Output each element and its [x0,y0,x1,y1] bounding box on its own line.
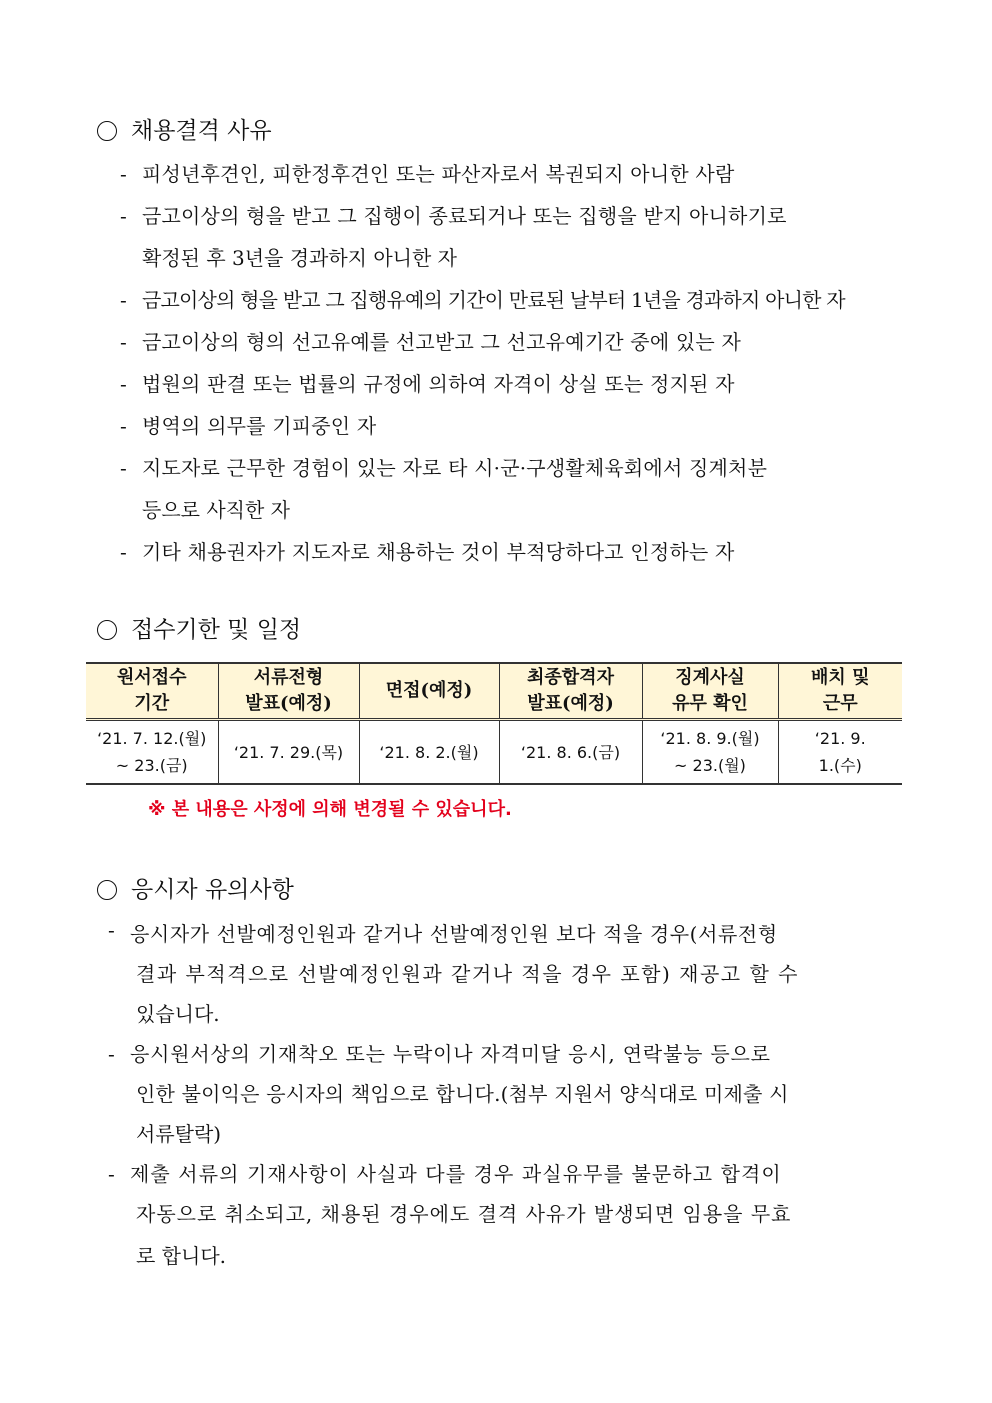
list-item: - 피성년후견인, 피한정후견인 또는 파산자로서 복권되지 아니한 사람 [120,162,735,186]
table-cell: ‘21. 8. 2.(월) [359,720,499,785]
section-title: 채용결격 사유 [131,118,272,144]
list-item-continuation: 인한 불이익은 응시자의 책임으로 합니다.(첨부 지원서 양식대로 미제출 시 [136,1082,789,1106]
circle-bullet-icon [97,880,117,900]
table-row [86,720,902,785]
table-header-cell: 원서접수 기간 [86,663,218,720]
list-item-continuation: 등으로 사직한 자 [142,498,290,522]
dash-bullet: - [120,414,127,438]
section-heading-applicant-notes [97,875,294,905]
section-heading-schedule [97,615,301,645]
table-header-cell: 면접(예정) [359,663,499,720]
list-item-continuation: 서류탈락) [136,1122,222,1146]
circle-bullet-icon [97,620,117,640]
list-item: - 금고이상의 형의 선고유예를 선고받고 그 선고유예기간 중에 있는 자 [120,330,742,354]
dash-bullet: - [108,1042,115,1066]
list-item: - 응시자가 선발예정인원과 같거나 선발예정인원 보다 적을 경우(서류전형 [108,918,778,946]
list-item-continuation: 있습니다. [136,1002,220,1026]
table-cell: ‘21. 8. 9.(월) ~ 23.(월) [642,720,778,785]
list-item-continuation: 확정된 후 3년을 경과하지 아니한 자 [142,246,457,270]
table-cell: ‘21. 9. 1.(수) [778,720,902,785]
dash-bullet: - [120,204,127,228]
dash-bullet: - [120,372,127,396]
dash-bullet: - [120,288,126,312]
dash-bullet: - [108,918,115,942]
dash-bullet: - [120,330,127,354]
list-item: - 지도자로 근무한 경험이 있는 자로 타 시·군·구생활체육회에서 징계처분 [120,456,768,480]
dash-bullet: - [120,162,127,186]
table-header-cell: 최종합격자 발표(예정) [499,663,642,720]
list-item: - 금고이상의 형을 받고 그 집행이 종료되거나 또는 집행을 받지 아니하기로 [120,204,787,228]
table-header-cell: 서류전형 발표(예정) [218,663,359,720]
section-heading-disqualification [97,116,272,146]
list-item: - 법원의 판결 또는 법률의 규정에 의하여 자격이 상실 또는 정지된 자 [120,372,735,396]
change-notice: ※ 본 내용은 사정에 의해 변경될 수 있습니다. [148,799,512,820]
table-header-cell: 징계사실 유무 확인 [642,663,778,720]
section-title: 접수기한 및 일정 [131,617,302,643]
list-item-continuation: 결과 부적격으로 선발예정인원과 같거나 적을 경우 포함) 재공고 할 수 [136,962,799,986]
dash-bullet: - [120,456,127,480]
list-item: - 금고이상의 형을 받고 그 집행유예의 기간이 만료된 날부터 1년을 경과하지 아니한 자 [120,288,845,312]
schedule-table [86,662,902,785]
list-item: - 응시원서상의 기재착오 또는 누락이나 자격미달 응시, 연락불능 등으로 [108,1042,771,1066]
table-cell: ‘21. 7. 29.(목) [218,720,359,785]
dash-bullet: - [120,540,127,564]
table-cell: ‘21. 7. 12.(월) ~ 23.(금) [86,720,218,785]
list-item: - 병역의 의무를 기피중인 자 [120,414,377,438]
list-item: - 제출 서류의 기재사항이 사실과 다를 경우 과실유무를 불문하고 합격이 [108,1162,782,1186]
list-item-continuation: 자동으로 취소되고, 채용된 경우에도 결격 사유가 발생되면 임용을 무효 [136,1202,792,1226]
table-header-cell: 배치 및 근무 [778,663,902,720]
list-item: - 기타 채용권자가 지도자로 채용하는 것이 부적당하다고 인정하는 자 [120,540,735,564]
dash-bullet: - [108,1162,115,1186]
table-cell: ‘21. 8. 6.(금) [499,720,642,785]
list-item-continuation: 로 합니다. [136,1244,226,1268]
table-header-row [86,663,902,720]
section-title: 응시자 유의사항 [131,877,294,903]
circle-bullet-icon [97,121,117,141]
